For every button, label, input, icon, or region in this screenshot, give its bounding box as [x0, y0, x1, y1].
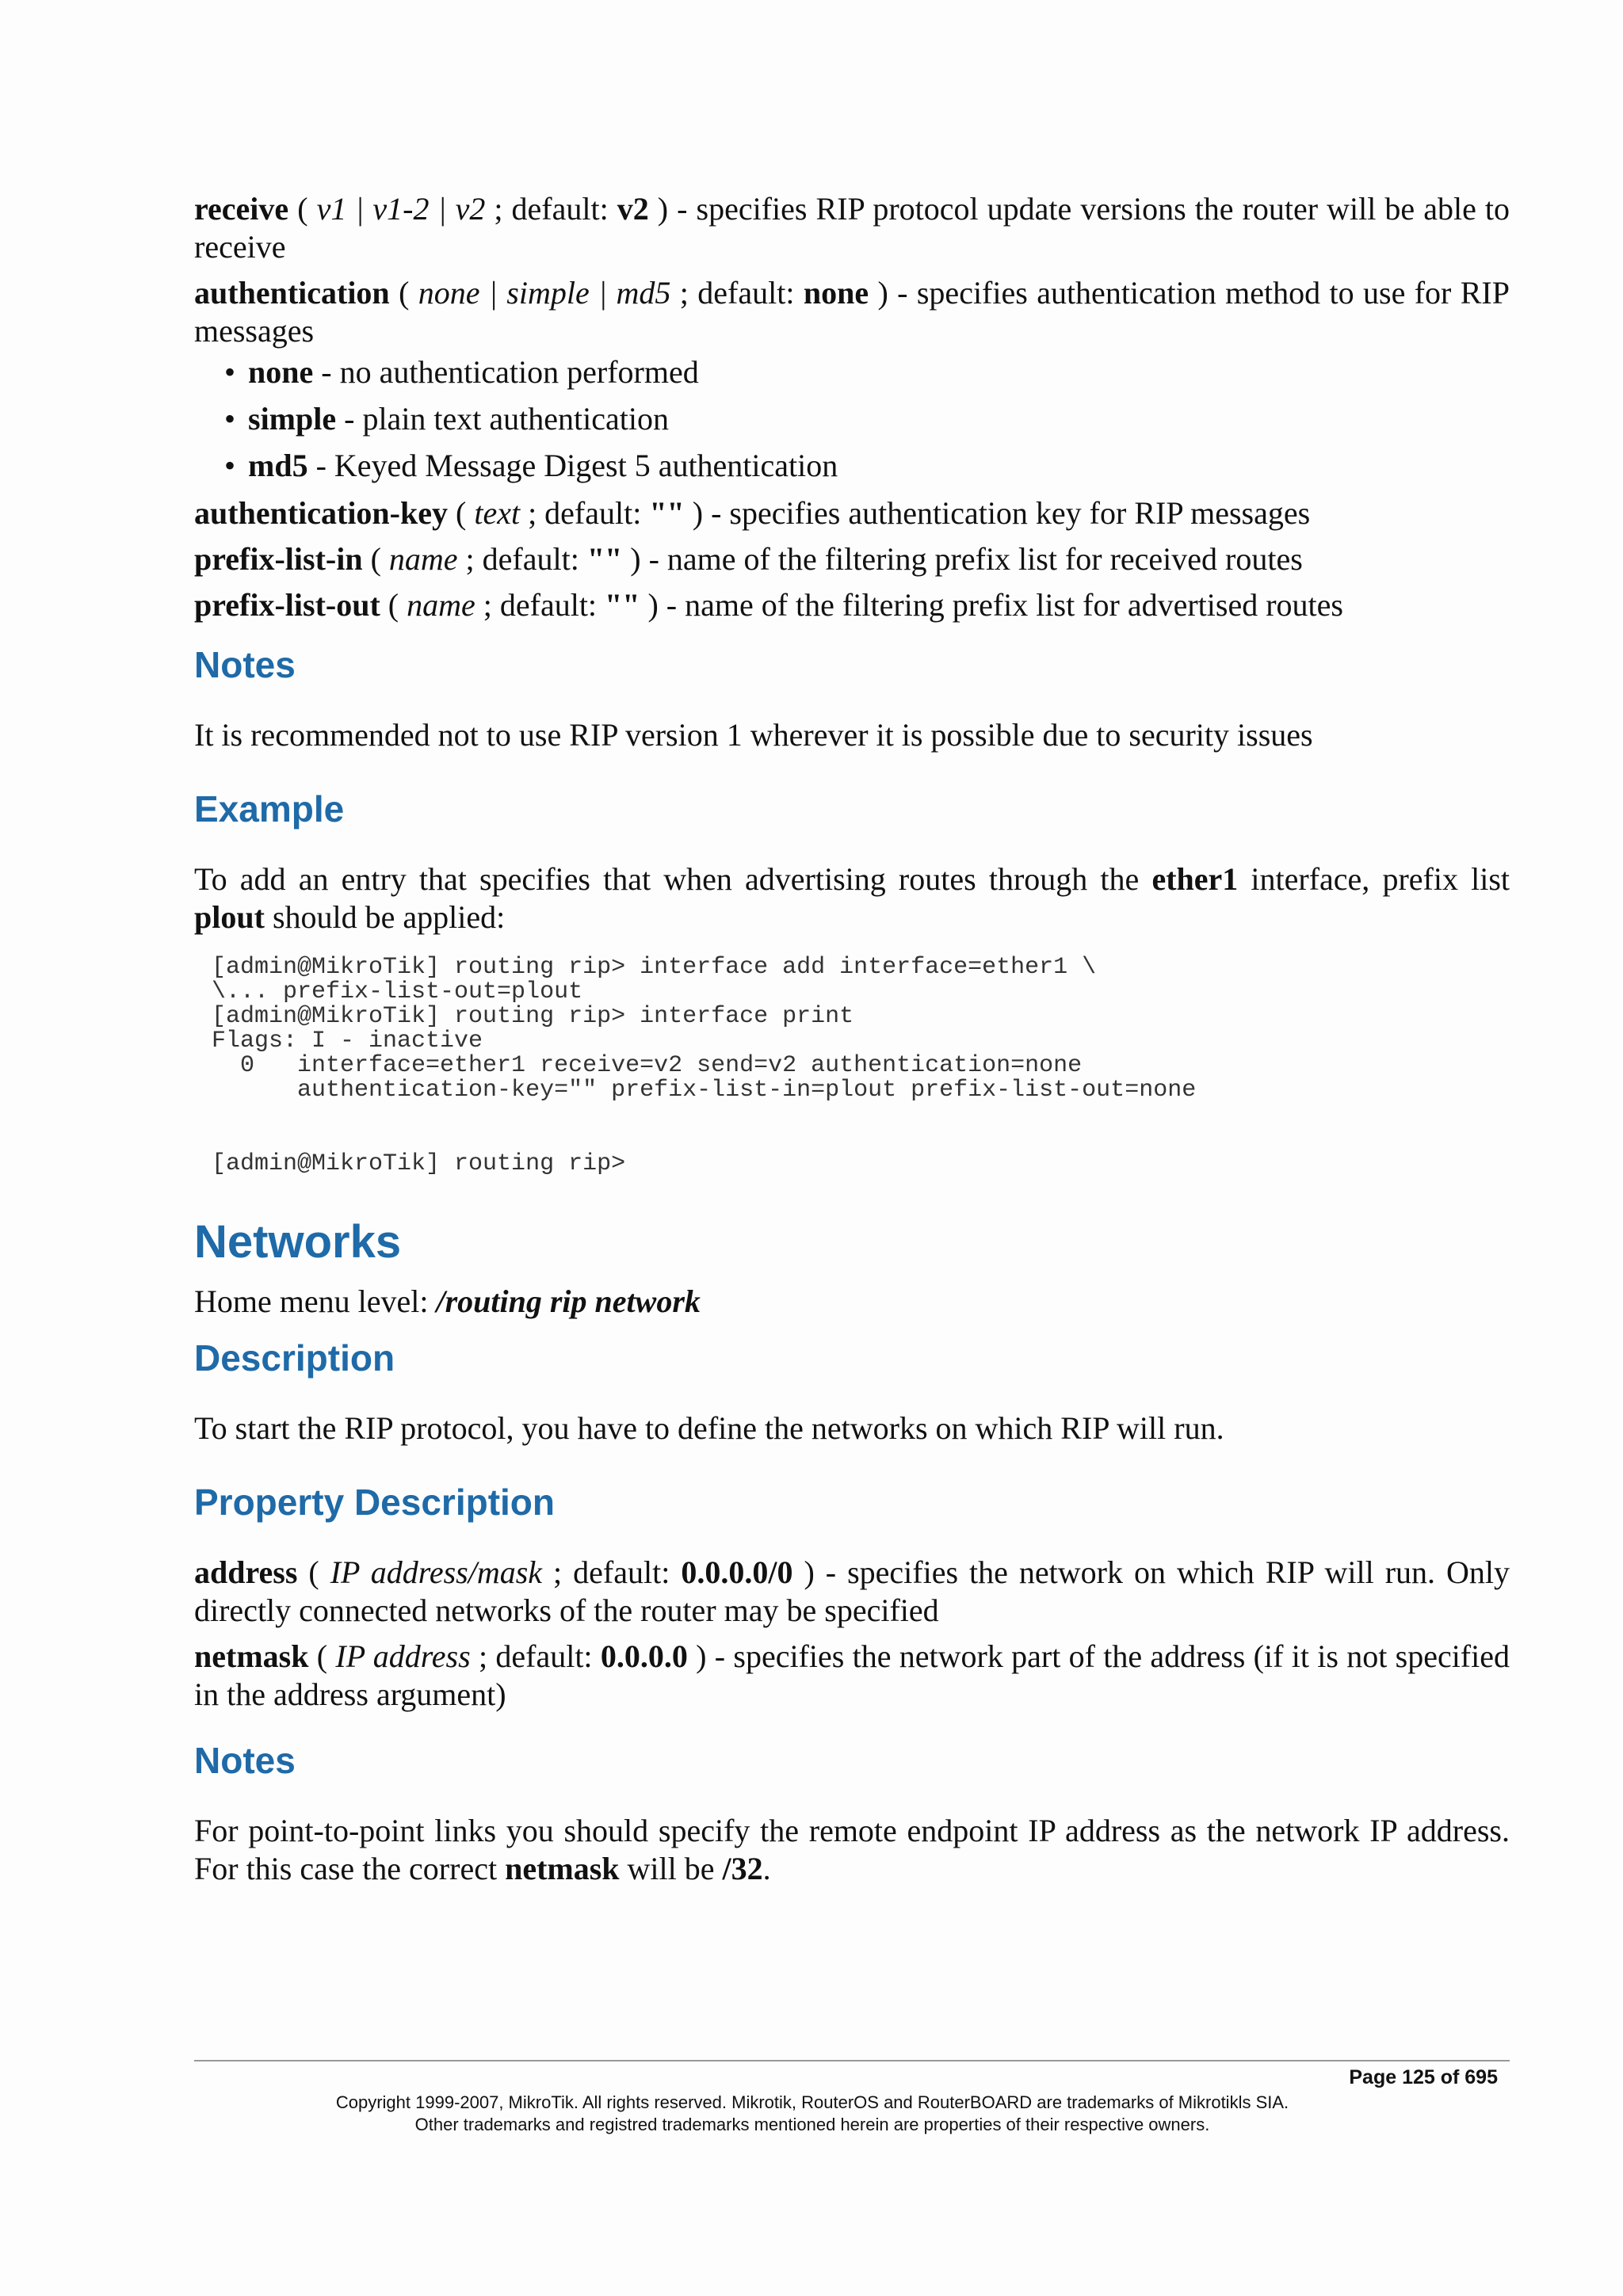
page-number: Page 125 of 695 — [1349, 2066, 1498, 2088]
prop-name: authentication — [194, 275, 390, 311]
prop-default-label: ; default: — [670, 275, 804, 311]
prop-default-label: ; default: — [485, 191, 617, 227]
prop-open: ( — [389, 275, 418, 311]
prop-desc: ) - specifies the network part of the address (if it is not specified in the address argument) — [194, 1638, 1510, 1712]
description-text: To start the RIP protocol, you have to define the networks on which RIP will run. — [194, 1410, 1224, 1446]
notes-text: It is recommended not to use RIP version 1 wherever it is possible due to security issues — [194, 717, 1313, 753]
text-span: To add an entry that specifies that when advertising routes through the — [194, 861, 1152, 897]
notes-heading: Notes — [194, 1740, 296, 1781]
prop-default: none — [803, 275, 869, 311]
prop-type: IP address — [335, 1638, 471, 1674]
option-desc: - no authentication performed — [313, 354, 699, 390]
prop-desc: ) - specifies authentication key for RIP messages — [684, 495, 1311, 531]
prop-name: address — [194, 1554, 298, 1590]
prop-type: text — [474, 495, 521, 531]
prop-default: "" — [586, 541, 623, 577]
option-name: simple — [248, 401, 337, 437]
property-receive — [194, 190, 1510, 266]
prop-open: ( — [297, 1554, 330, 1590]
prop-open: ( — [380, 587, 407, 623]
text-span: . — [762, 1851, 771, 1886]
bullet-icon: • — [224, 354, 236, 390]
prop-name: prefix-list-out — [194, 587, 380, 623]
prop-name: netmask — [194, 1638, 309, 1674]
menu-path: /routing rip network — [436, 1283, 701, 1319]
prop-name: authentication-key — [194, 495, 448, 531]
description-heading: Description — [194, 1337, 395, 1379]
netmask-term: netmask — [505, 1851, 620, 1886]
prop-desc: ) - specifies authentication method to use for RIP messages — [194, 275, 1510, 349]
menu-level — [194, 1283, 1510, 1321]
prop-default-label: ; default: — [520, 495, 650, 531]
notes-heading: Notes — [194, 644, 296, 685]
prop-default-label: ; default: — [475, 587, 605, 623]
prop-default-label: ; default: — [457, 541, 587, 577]
prop-open: ( — [448, 495, 475, 531]
prop-default: 0.0.0.0/0 — [681, 1554, 793, 1590]
prefix-list-name: plout — [194, 899, 265, 935]
prop-default: "" — [605, 587, 640, 623]
prop-open: ( — [308, 1638, 336, 1674]
property-netmask — [194, 1638, 1510, 1714]
prop-desc: ) - name of the filtering prefix list for received routes — [622, 541, 1303, 577]
property-prefix-list-in — [194, 540, 1510, 578]
prop-open: ( — [288, 191, 317, 227]
prop-type: none | simple | md5 — [418, 275, 671, 311]
code-block: [admin@MikroTik] routing rip> interface add interface=ether1 \ \... prefix-list-out=plout [admin@MikroTik] routing rip> interface print Flags: I - inactive 0 interface=ether1 receive=v2 send=v2 authentication=none authentication-key="" prefix-list-in=plout prefix-list-out=none [admin@MikroTik] routing rip> — [212, 954, 1197, 1177]
prop-name: prefix-list-in — [194, 541, 363, 577]
copyright-line: Copyright 1999-2007, MikroTik. All rights reserved. Mikrotik, RouterOS and RouterBOARD are trademarks of Mikrotikls SIA. — [335, 2092, 1289, 2112]
example-intro — [194, 860, 1510, 936]
property-description-heading: Property Description — [194, 1482, 555, 1523]
prop-default-label: ; default: — [542, 1554, 682, 1590]
footer-divider — [194, 2060, 1510, 2061]
property-authentication — [194, 274, 1510, 350]
bullet-icon: • — [224, 448, 236, 483]
prop-desc: ) - name of the filtering prefix list for advertised routes — [640, 587, 1343, 623]
menu-level-label: Home menu level: — [194, 1283, 437, 1319]
netmask-value: /32 — [722, 1851, 763, 1886]
prop-open: ( — [362, 541, 389, 577]
prop-default: 0.0.0.0 — [600, 1638, 688, 1674]
option-desc: - plain text authentication — [336, 401, 669, 437]
property-address — [194, 1554, 1510, 1630]
property-authentication-key — [194, 494, 1510, 532]
prop-type: name — [388, 541, 458, 577]
option-name: md5 — [248, 448, 308, 483]
example-heading: Example — [194, 788, 345, 830]
prop-type: IP address/mask — [330, 1554, 543, 1590]
list-item — [224, 447, 1510, 485]
prop-default: v2 — [617, 191, 649, 227]
bullet-icon: • — [224, 401, 236, 437]
prop-default: "" — [649, 495, 685, 531]
prop-default-label: ; default: — [470, 1638, 601, 1674]
text-span: For point-to-point links you should specify the remote endpoint IP address as the network IP address. For this case the correct — [194, 1813, 1510, 1886]
option-desc: - Keyed Message Digest 5 authentication — [307, 448, 838, 483]
property-prefix-list-out — [194, 586, 1510, 624]
prop-name: receive — [194, 191, 289, 227]
page-content — [194, 190, 1510, 1888]
list-item — [224, 353, 1510, 391]
text-span: interface, prefix list — [1238, 861, 1510, 897]
prop-type: name — [407, 587, 475, 623]
text-span: will be — [619, 1851, 723, 1886]
networks-heading: Networks — [194, 1216, 402, 1268]
trademark-line: Other trademarks and registred trademarks mentioned herein are properties of their respective owners. — [414, 2115, 1210, 2134]
interface-name: ether1 — [1151, 861, 1239, 897]
list-item — [224, 400, 1510, 438]
prop-desc: ) - specifies RIP protocol update versions the router will be able to receive — [194, 191, 1510, 265]
text-span: should be applied: — [264, 899, 506, 935]
notes-text — [194, 1812, 1510, 1888]
prop-desc: ) - specifies the network on which RIP will run. Only directly connected networks of the router may be specified — [194, 1554, 1510, 1628]
option-name: none — [248, 354, 314, 390]
prop-type: v1 | v1-2 | v2 — [316, 191, 486, 227]
